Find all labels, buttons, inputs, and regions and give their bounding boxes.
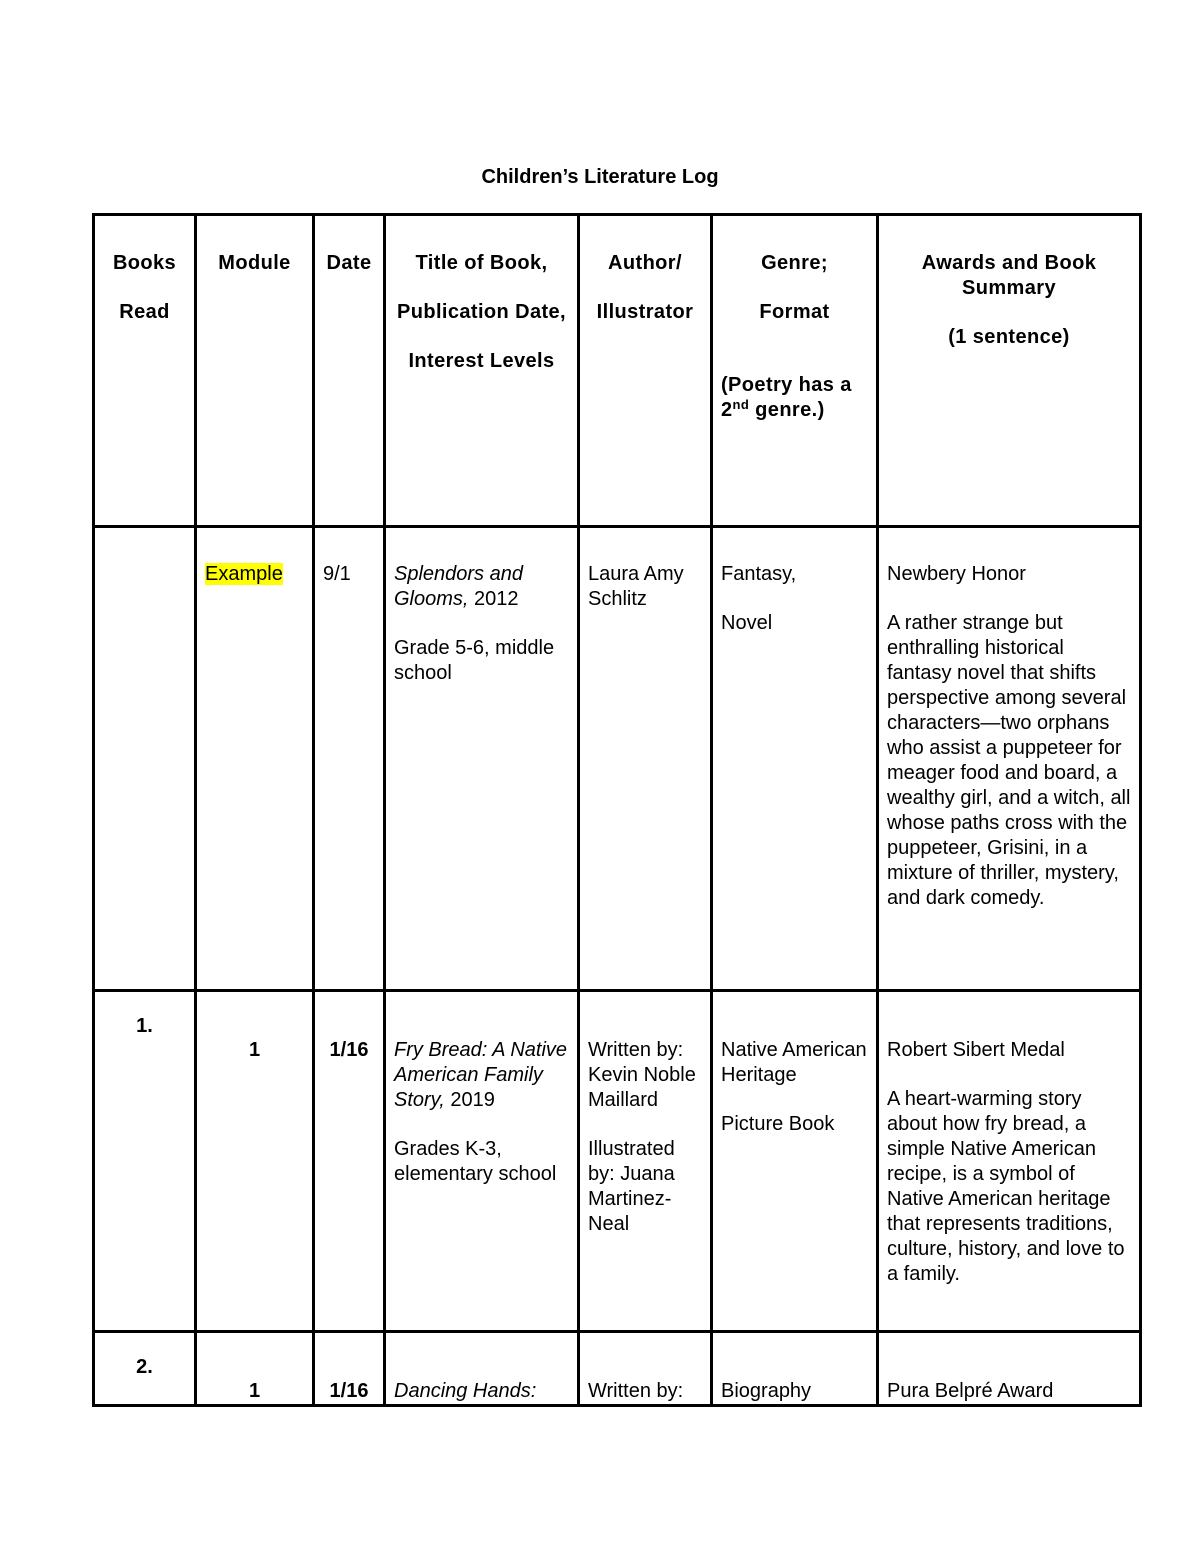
row-number: 1.	[94, 991, 196, 1332]
row-genre: Native American Heritage	[721, 1039, 867, 1086]
header-title-line3: Interest Levels	[408, 350, 555, 372]
row-awards-cell	[878, 991, 1141, 1332]
row-genre: Biography	[721, 1380, 812, 1402]
header-genre-note	[721, 373, 868, 423]
header-author-line1: Author/	[608, 252, 682, 274]
example-books-read	[94, 527, 196, 991]
example-author: Laura Amy Schlitz	[579, 527, 712, 991]
row-title-cell	[385, 1332, 579, 1406]
header-awards	[878, 215, 1141, 527]
header-awards-line2: (1 sentence)	[948, 326, 1070, 348]
header-title-line2: Publication Date,	[396, 301, 567, 323]
literature-log-table	[92, 213, 1142, 1407]
row-module-cell	[196, 1332, 314, 1406]
example-row	[94, 527, 1141, 991]
row-award: Pura Belpré Award	[887, 1380, 1054, 1402]
row-title	[394, 1014, 569, 1113]
header-genre-note-text2: genre.)	[749, 399, 825, 421]
row-written-by: Written by: Kevin Noble Maillard	[588, 1039, 696, 1111]
header-genre	[712, 215, 878, 527]
header-books-read	[94, 215, 196, 527]
example-book-title: Splendors and Glooms,	[394, 563, 523, 610]
row-written-by: Written by:	[588, 1380, 684, 1402]
header-genre-line2: Format	[759, 301, 830, 323]
row-author-cell	[579, 991, 712, 1332]
header-row	[94, 215, 1141, 527]
header-books-read-line1: Books	[112, 252, 177, 274]
header-title	[385, 215, 579, 527]
row-genre-cell	[712, 991, 878, 1332]
row-illustrated-by: Illustrated by: Juana Martinez-Neal	[588, 1138, 675, 1235]
table-row	[94, 1332, 1141, 1406]
row-book-title: Dancing Hands:	[394, 1380, 537, 1402]
row-module-cell	[196, 991, 314, 1332]
row-pub-date: 2019	[444, 1089, 495, 1111]
row-genre-cell	[712, 1332, 878, 1406]
example-date: 9/1	[314, 527, 385, 991]
row-author-cell	[579, 1332, 712, 1406]
row-summary: A heart-warming story about how fry bread, a simple Native American recipe, is a symbol of Native American heritage that represents traditions, culture, history, and love to a family.	[887, 1088, 1125, 1285]
row-date: 1/16	[329, 1039, 369, 1061]
row-award: Robert Sibert Medal	[887, 1039, 1065, 1061]
example-title	[394, 562, 569, 612]
example-awards-cell	[878, 527, 1141, 991]
example-pub-date: 2012	[468, 588, 519, 610]
row-awards-cell	[878, 1332, 1141, 1406]
table-row	[94, 991, 1141, 1332]
example-module	[196, 527, 314, 991]
example-interest: Grade 5-6, middle school	[394, 637, 555, 684]
row-book-title: Fry Bread: A Native American Family Story,	[394, 1039, 568, 1111]
row-title-cell	[385, 991, 579, 1332]
example-genre-cell	[712, 527, 878, 991]
header-genre-line1: Genre;	[761, 252, 828, 274]
row-number: 2.	[94, 1332, 196, 1406]
header-date: Date	[314, 215, 385, 527]
example-genre: Fantasy,	[721, 563, 797, 585]
row-date: 1/16	[329, 1380, 369, 1402]
header-module: Module	[196, 215, 314, 527]
header-author-line2: Illustrator	[596, 301, 694, 323]
header-awards-line1: Awards and Book Summary	[921, 252, 1097, 299]
example-label: Example	[205, 563, 283, 585]
example-format: Novel	[721, 612, 773, 634]
row-interest: Grades K-3, elementary school	[394, 1138, 557, 1185]
example-summary: A rather strange but enthralling historical fantasy novel that shifts perspective among several characters—two orphans who assist a puppeteer for meager food and board, a wealthy girl, and a witch, all whose paths cross with the puppeteer, Grisini, in a mixture of thriller, mystery, and dark comedy.	[887, 612, 1131, 909]
example-title-cell	[385, 527, 579, 991]
row-date-cell	[314, 991, 385, 1332]
header-title-line1: Title of Book,	[415, 252, 548, 274]
header-genre-note-text: (Poetry has a 2	[721, 374, 852, 421]
page-title: Children’s Literature Log	[481, 166, 719, 188]
header-genre-note-sup: nd	[732, 397, 750, 412]
header-books-read-line2: Read	[119, 301, 170, 323]
row-format: Picture Book	[721, 1113, 835, 1135]
example-award: Newbery Honor	[887, 563, 1026, 585]
row-module: 1	[248, 1039, 261, 1061]
row-date-cell	[314, 1332, 385, 1406]
header-author	[579, 215, 712, 527]
row-module: 1	[248, 1380, 261, 1402]
